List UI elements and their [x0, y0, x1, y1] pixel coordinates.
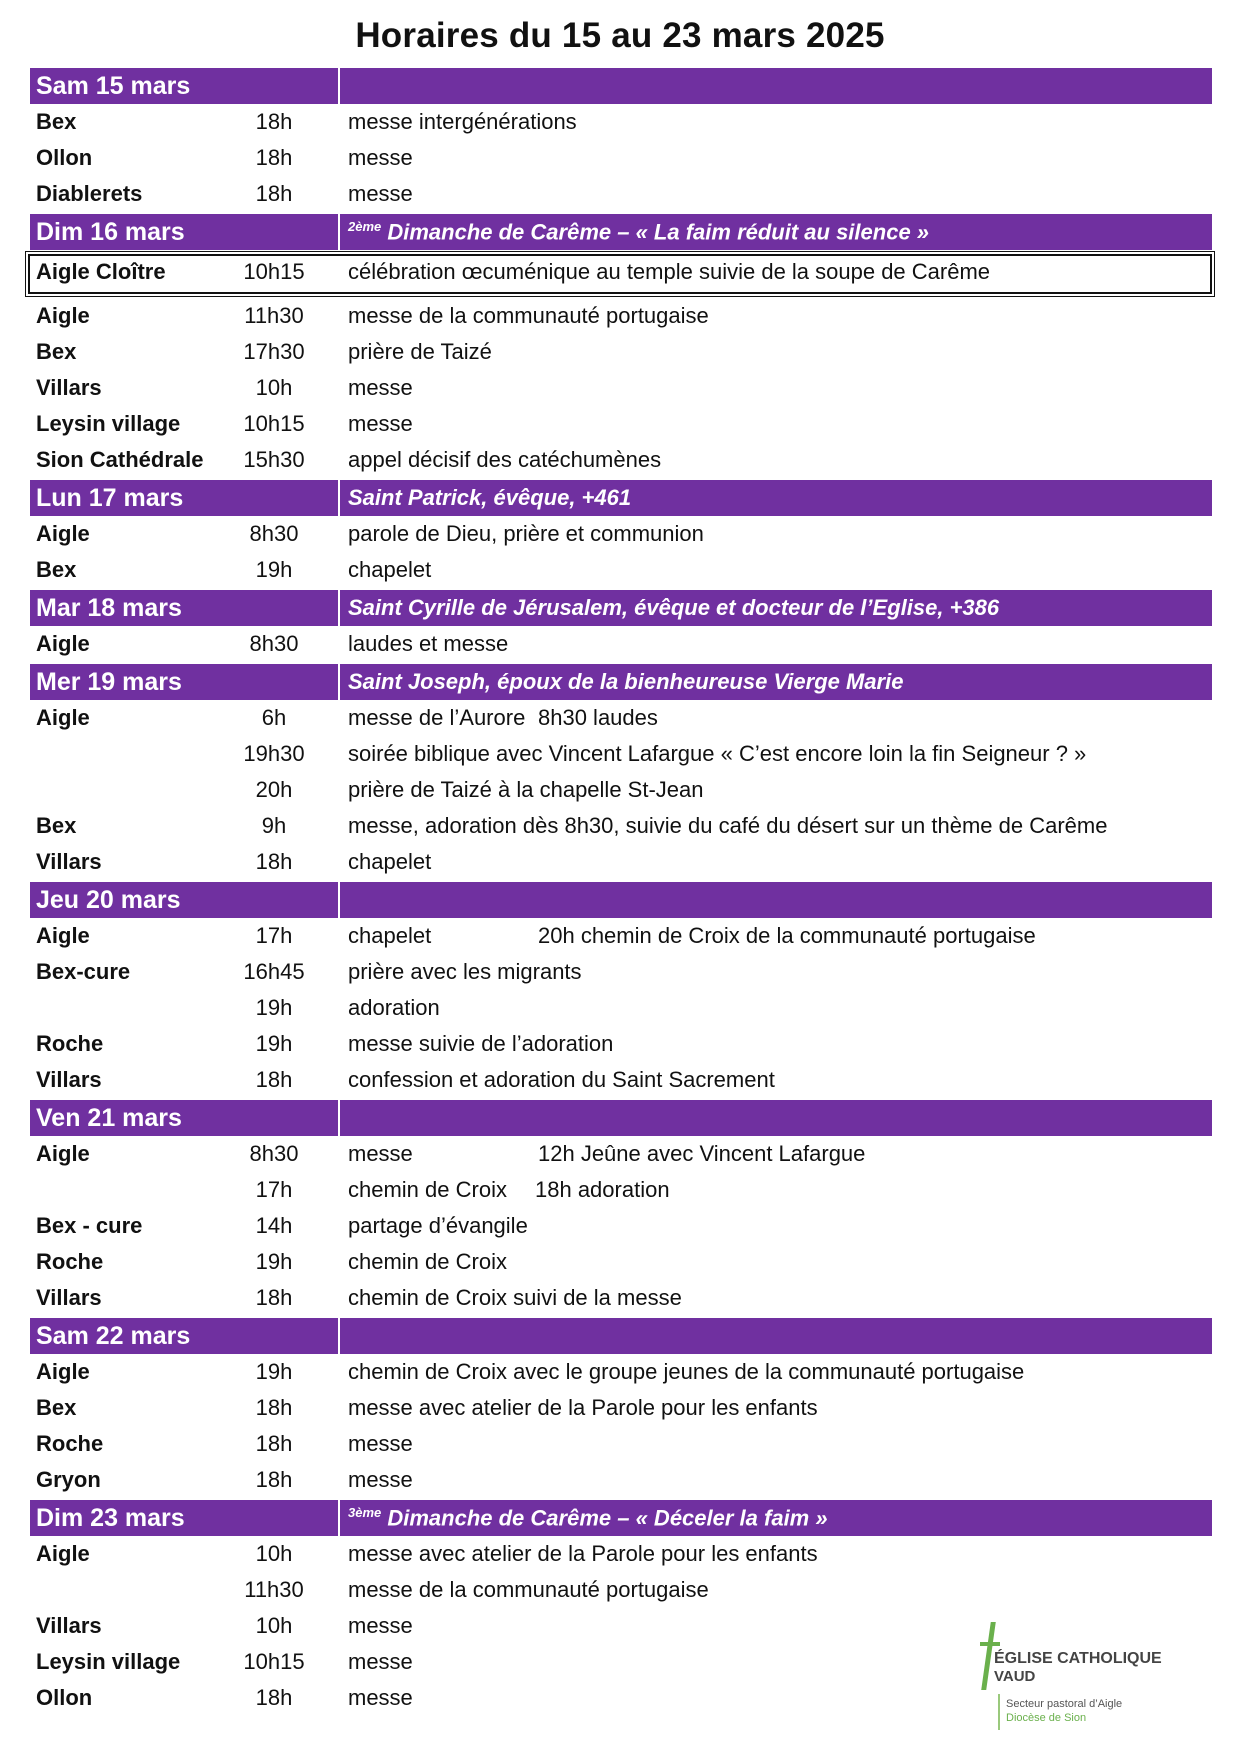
schedule-row [30, 298, 1212, 334]
place-label: Aigle [36, 1141, 90, 1166]
schedule-row [30, 370, 1212, 406]
event-description: soirée biblique avec Vincent Lafargue « C’est encore loin la fin Seigneur ? » [348, 741, 1087, 766]
schedule-row [30, 1426, 1212, 1462]
feast-text: Saint Cyrille de Jérusalem, évêque et docteur de l’Eglise, +386 [348, 595, 1000, 620]
day-label: Sam 22 mars [36, 1322, 191, 1350]
place-label: Ollon [36, 1685, 93, 1710]
day-header [30, 664, 1212, 700]
event-description: messe [348, 1613, 413, 1638]
event-description: messe [348, 1467, 413, 1492]
place-label: Bex-cure [36, 959, 131, 984]
place-label: Bex [36, 1395, 77, 1420]
place-label: Leysin village [36, 1649, 181, 1674]
feast-label [348, 219, 929, 245]
feast-label [348, 669, 903, 695]
time-label: 19h [255, 995, 293, 1020]
event-description: chemin de Croix [348, 1249, 507, 1274]
event-description: chapelet [348, 923, 432, 948]
schedule-row [30, 1354, 1212, 1390]
time-label: 18h [255, 1467, 293, 1492]
event-description: messe [348, 411, 413, 436]
event-description: appel décisif des catéchumènes [348, 447, 662, 472]
place-label: Villars [36, 375, 102, 400]
event-description: messe [348, 181, 413, 206]
schedule-row [30, 1062, 1212, 1098]
day-header [30, 1100, 1212, 1136]
header-divider [338, 664, 340, 700]
place-label: Villars [36, 1613, 102, 1638]
place-label: Aigle [36, 705, 90, 730]
logo-line2: VAUD [994, 1668, 1036, 1685]
event-description: messe [348, 1649, 413, 1674]
event-description: messe de la communauté portugaise [348, 1577, 709, 1602]
time-label: 19h30 [243, 741, 305, 766]
event-description: messe avec atelier de la Parole pour les enfants [348, 1541, 818, 1566]
event-description: messe avec atelier de la Parole pour les enfants [348, 1395, 818, 1420]
time-label: 17h [255, 1177, 293, 1202]
logo-line3: Secteur pastoral d’Aigle [1006, 1698, 1123, 1710]
header-divider [338, 882, 340, 918]
day-header [30, 68, 1212, 104]
place-label: Roche [36, 1249, 104, 1274]
time-label: 18h [255, 181, 293, 206]
time-label: 9h [261, 813, 287, 838]
schedule-row [30, 918, 1212, 954]
time-label: 8h30 [249, 631, 299, 656]
day-label: Lun 17 mars [36, 484, 184, 512]
time-label: 18h [255, 849, 293, 874]
feast-label [348, 595, 999, 621]
time-label: 17h [255, 923, 293, 948]
day-header [30, 214, 1212, 250]
time-label: 10h15 [243, 259, 305, 284]
logo-divider [998, 1694, 1000, 1730]
place-label: Gryon [36, 1467, 101, 1492]
time-label: 18h [255, 1395, 293, 1420]
schedule-row [30, 442, 1212, 478]
schedule-row [30, 1536, 1212, 1572]
schedule-table [30, 66, 1212, 1716]
place-label: Bex [36, 557, 77, 582]
schedule-row [30, 736, 1212, 772]
event-description: chapelet [348, 557, 432, 582]
place-label: Diablerets [36, 181, 143, 206]
time-label: 6h [261, 705, 287, 730]
schedule-row [30, 334, 1212, 370]
feast-text: Saint Joseph, époux de la bienheureuse Vierge Marie [348, 669, 904, 694]
event-description: chemin de Croix suivi de la messe [348, 1285, 682, 1310]
event-description: célébration œcuménique au temple suivie de la soupe de Carême [348, 259, 991, 284]
day-header [30, 590, 1212, 626]
page-title: Horaires du 15 au 23 mars 2025 [355, 16, 885, 55]
schedule-row [30, 104, 1212, 140]
event-description: messe [348, 145, 413, 170]
schedule-row [30, 1572, 1212, 1608]
church-logo [980, 1620, 1180, 1730]
time-label: 15h30 [243, 447, 305, 472]
time-label: 18h [255, 145, 293, 170]
time-label: 19h [255, 1249, 293, 1274]
time-label: 10h15 [243, 411, 305, 436]
time-label: 18h [255, 109, 293, 134]
time-label: 20h [255, 777, 293, 802]
extra-event: 20h chemin de Croix de la communauté portugaise [538, 923, 1036, 948]
place-label: Bex [36, 339, 77, 364]
time-label: 8h30 [249, 521, 299, 546]
place-label: Roche [36, 1431, 104, 1456]
schedule-row [30, 516, 1212, 552]
feast-text: Dimanche de Carême – « La faim réduit au silence » [381, 219, 930, 245]
place-label: Bex - cure [36, 1213, 143, 1238]
event-description: messe [348, 1685, 413, 1710]
event-description: adoration [348, 995, 440, 1020]
schedule-row [30, 990, 1212, 1026]
day-label: Dim 16 mars [36, 218, 185, 246]
schedule-row [30, 808, 1212, 844]
schedule-row [30, 1208, 1212, 1244]
place-label: Bex [36, 109, 77, 134]
schedule-row [30, 700, 1212, 736]
time-label: 17h30 [243, 339, 305, 364]
schedule-row [30, 1026, 1212, 1062]
place-label: Villars [36, 1285, 102, 1310]
time-label: 11h30 [244, 1577, 304, 1602]
header-divider [338, 1318, 340, 1354]
event-description: prière avec les migrants [348, 959, 582, 984]
logo-line1: ÉGLISE CATHOLIQUE [994, 1650, 1162, 1667]
event-description: prière de Taizé à la chapelle St-Jean [348, 777, 704, 802]
event-description: partage d’évangile [348, 1213, 528, 1238]
schedule-row [30, 552, 1212, 588]
event-description: parole de Dieu, prière et communion [348, 521, 704, 546]
schedule-row [30, 1244, 1212, 1280]
extra-event: 12h Jeûne avec Vincent Lafargue [538, 1141, 866, 1166]
feast-text: Dimanche de Carême – « Déceler la faim » [381, 1505, 828, 1531]
place-label: Aigle [36, 521, 90, 546]
place-label: Aigle [36, 1359, 90, 1384]
place-label: Aigle [36, 303, 90, 328]
time-label: 10h [255, 1541, 293, 1566]
day-label: Mar 18 mars [36, 594, 182, 622]
time-label: 18h [255, 1285, 293, 1310]
event-description: chemin de Croix avec le groupe jeunes de la communauté portugaise [348, 1359, 1025, 1384]
schedule-row [30, 1390, 1212, 1426]
place-label: Aigle Cloître [36, 259, 166, 284]
event-description: messe suivie de l’adoration [348, 1031, 614, 1056]
time-label: 10h [255, 375, 293, 400]
place-label: Aigle [36, 1541, 90, 1566]
event-description: messe de la communauté portugaise [348, 303, 709, 328]
schedule-row [30, 1280, 1212, 1316]
event-description: messe [348, 1141, 413, 1166]
place-label: Sion Cathédrale [36, 447, 204, 472]
feast-text: Saint Patrick, évêque, +461 [348, 485, 632, 510]
feast-ordinal: 3ème [348, 1505, 382, 1520]
extra-event: 8h30 laudes [538, 705, 658, 730]
schedule-row [30, 406, 1212, 442]
time-label: 19h [255, 557, 293, 582]
day-label: Mer 19 mars [36, 668, 182, 696]
logo-line4: Diocèse de Sion [1006, 1712, 1087, 1724]
event-description: messe [348, 375, 413, 400]
day-header [30, 882, 1212, 918]
event-description: chapelet [348, 849, 432, 874]
schedule-row [30, 844, 1212, 880]
time-label: 19h [255, 1359, 293, 1384]
place-label: Ollon [36, 145, 93, 170]
place-label: Leysin village [36, 411, 181, 436]
schedule-row [30, 254, 1212, 294]
place-label: Aigle [36, 923, 90, 948]
extra-event: 18h adoration [535, 1177, 670, 1202]
time-label: 10h [255, 1613, 293, 1638]
place-label: Roche [36, 1031, 104, 1056]
place-label: Aigle [36, 631, 90, 656]
day-header [30, 1500, 1212, 1536]
schedule-row [30, 1462, 1212, 1498]
time-label: 19h [255, 1031, 293, 1056]
schedule-row [30, 1172, 1212, 1208]
header-divider [338, 68, 340, 104]
day-label: Sam 15 mars [36, 72, 191, 100]
time-label: 16h45 [243, 959, 305, 984]
place-label: Villars [36, 1067, 102, 1092]
day-header [30, 480, 1212, 516]
schedule-row [30, 954, 1212, 990]
event-description: messe intergénérations [348, 109, 577, 134]
feast-label [348, 485, 631, 511]
place-label: Villars [36, 849, 102, 874]
time-label: 11h30 [244, 303, 304, 328]
event-description: messe [348, 1431, 413, 1456]
day-label: Ven 21 mars [36, 1104, 182, 1132]
time-label: 18h [255, 1685, 293, 1710]
feast-ordinal: 2ème [348, 219, 382, 234]
time-label: 18h [255, 1431, 293, 1456]
header-divider [338, 1500, 340, 1536]
event-description: chemin de Croix [348, 1177, 507, 1202]
place-label: Bex [36, 813, 77, 838]
header-divider [338, 214, 340, 250]
time-label: 14h [255, 1213, 293, 1238]
schedule-row [30, 176, 1212, 212]
header-divider [338, 1100, 340, 1136]
schedule-row [30, 140, 1212, 176]
day-header [30, 1318, 1212, 1354]
event-description: messe, adoration dès 8h30, suivie du café du désert sur un thème de Carême [348, 813, 1108, 838]
event-description: messe de l’Aurore [348, 705, 526, 730]
header-divider [338, 590, 340, 626]
day-label: Jeu 20 mars [36, 886, 181, 914]
event-description: laudes et messe [348, 631, 509, 656]
day-label: Dim 23 mars [36, 1504, 185, 1532]
feast-label [348, 1505, 828, 1531]
cross-bar-icon [980, 1642, 1000, 1646]
schedule-row [30, 1136, 1212, 1172]
header-divider [338, 480, 340, 516]
event-description: prière de Taizé [348, 339, 492, 364]
time-label: 18h [255, 1067, 293, 1092]
time-label: 8h30 [249, 1141, 299, 1166]
schedule-row [30, 772, 1212, 808]
time-label: 10h15 [243, 1649, 305, 1674]
schedule-row [30, 626, 1212, 662]
event-description: confession et adoration du Saint Sacrement [348, 1067, 775, 1092]
